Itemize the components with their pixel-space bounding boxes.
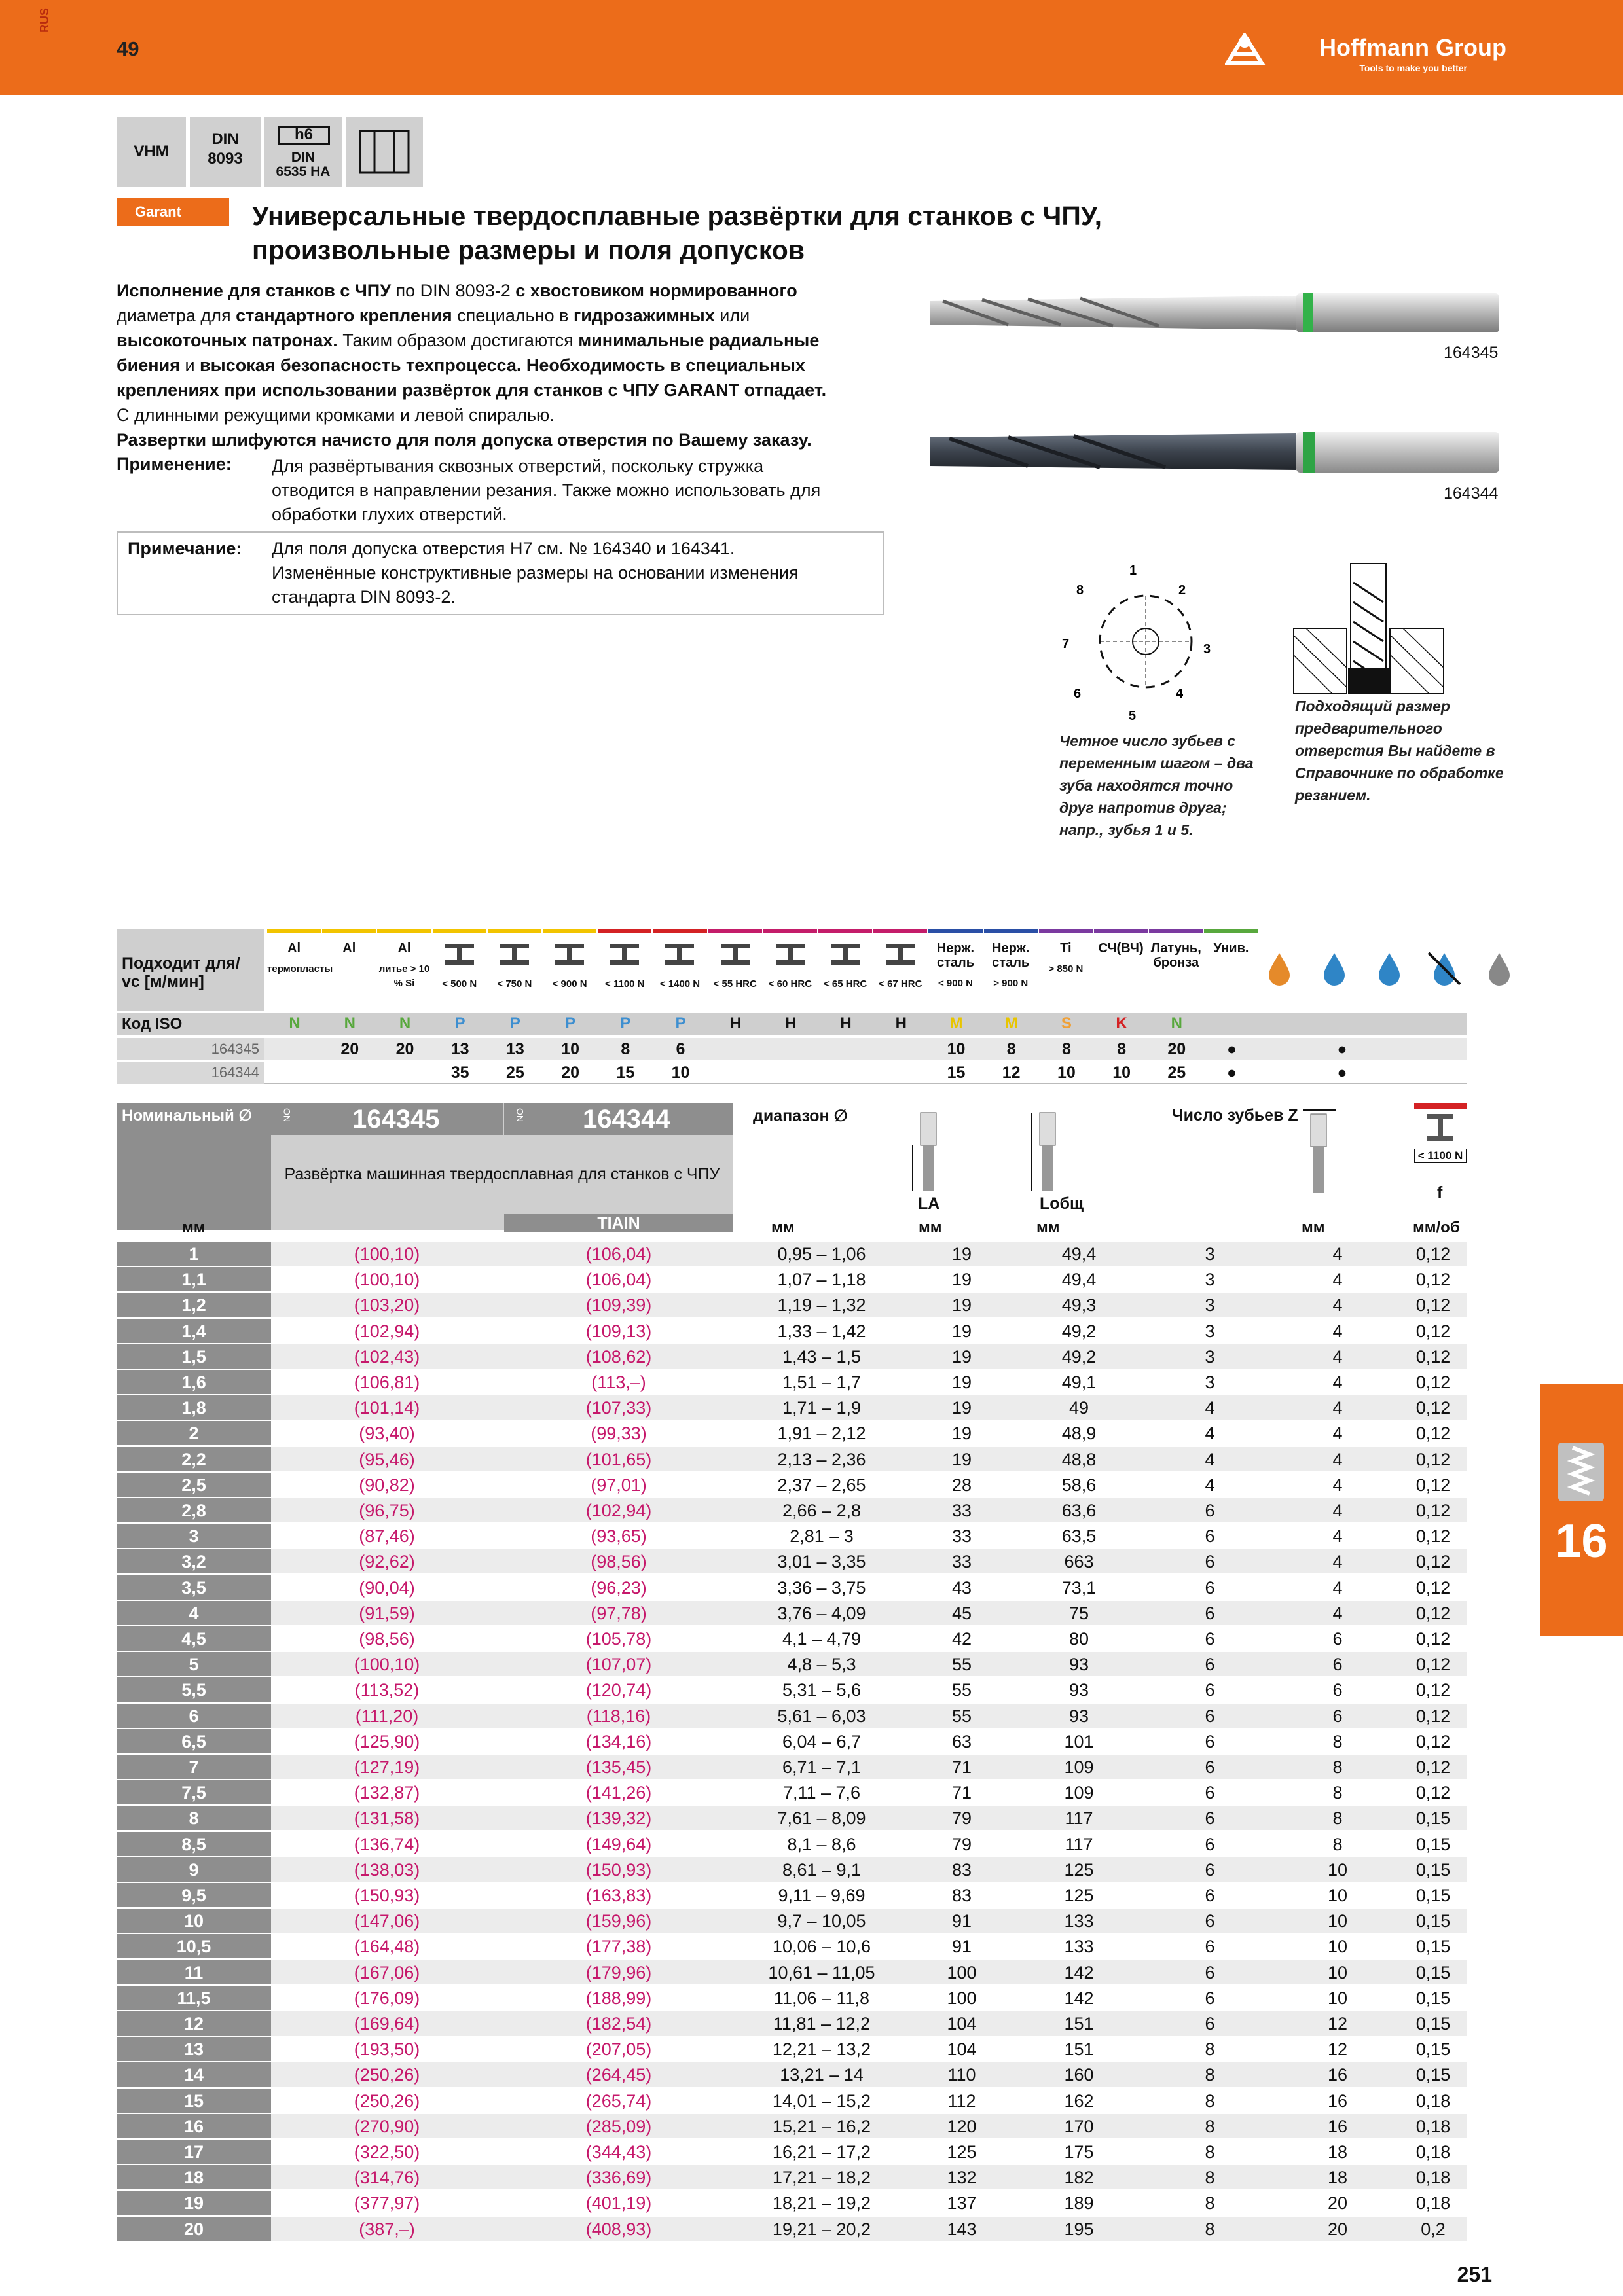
table-row: 11,5 (176,09) (188,99) 11,06 – 11,8 100 142 6 10 0,15: [117, 1986, 1467, 2011]
table-row: 15 (250,26) (265,74) 14,01 – 15,2 112 162 8 16 0,18: [117, 2089, 1467, 2114]
reamer-164344-image: [930, 425, 1512, 478]
matrix-col-8: < 1400 N: [653, 929, 706, 1011]
table-row: 9 (138,03) (150,93) 8,61 – 9,1 83 125 6 10 0,15: [117, 1857, 1467, 1883]
tooth-8: 8: [1076, 583, 1084, 598]
iso-code-5: P: [509, 1014, 520, 1032]
total-length-icon: [1025, 1106, 1071, 1204]
no-label-2: NO: [515, 1108, 525, 1122]
matrix-col-18: Унив.: [1204, 929, 1258, 1011]
nominal-label: Номинальный ∅: [122, 1107, 252, 1124]
table-row: 3,2 (92,62) (98,56) 3,01 – 3,35 33 663 6 4 0,12: [117, 1549, 1467, 1575]
table-row: 1,5 (102,43) (108,62) 1,43 – 1,5 19 49,2 3 4 0,12: [117, 1344, 1467, 1370]
article-description: Развёртка машинная твердосплавная для станков с ЧПУ: [284, 1165, 720, 1183]
tooth-4: 4: [1176, 687, 1184, 701]
table-row: 7,5 (132,87) (141,26) 7,11 – 7,6 71 109 6 8 0,12: [117, 1780, 1467, 1806]
table-row: 18 (314,76) (336,69) 17,21 – 18,2 132 182 8 18 0,18: [117, 2165, 1467, 2191]
no-label-1: NO: [282, 1108, 292, 1122]
table-row: 5,5 (113,52) (120,74) 5,31 – 5,6 55 93 6 6 0,12: [117, 1677, 1467, 1703]
caption-164344: 164344: [1444, 484, 1499, 503]
i-beam-icon: [716, 941, 755, 967]
table-row: 13 (193,50) (207,05) 12,21 – 13,2 104 151 8 12 0,15: [117, 2037, 1467, 2062]
table-row: 10 (147,06) (159,96) 9,7 – 10,05 91 133 6 10 0,15: [117, 1909, 1467, 1934]
tooth-5: 5: [1129, 709, 1137, 723]
matrix-col-14: Нерж. сталь > 900 N: [984, 929, 1038, 1011]
table-row: 2,5 (90,82) (97,01) 2,37 – 2,65 28 58,6 4 4 0,12: [117, 1473, 1467, 1498]
i-beam-icon: [771, 941, 810, 967]
table-row: 4,5 (98,56) (105,78) 4,1 – 4,79 42 80 6 6 0,12: [117, 1626, 1467, 1652]
iso-code-4: P: [454, 1014, 465, 1032]
brand-name: Hoffmann Group: [1319, 34, 1506, 61]
iso-code-8: P: [675, 1014, 686, 1032]
matrix-col-4: < 500 N: [433, 929, 486, 1011]
matrix-col-7: < 1100 N: [598, 929, 651, 1011]
vhm-badge: VHM: [117, 117, 186, 187]
i-beam-icon: [660, 941, 699, 967]
la-label: LA: [918, 1194, 940, 1213]
i-beam-icon: [550, 941, 589, 967]
teeth-diagram: [1061, 556, 1231, 726]
chapter-number: 16: [1555, 1515, 1608, 1568]
table-row: 2 (93,40) (99,33) 1,91 – 2,12 19 48,9 4 4 0,12: [117, 1421, 1467, 1446]
matrix-col-5: < 750 N: [488, 929, 541, 1011]
drop-orange-icon: [1260, 949, 1299, 988]
i-beam-icon: [881, 941, 920, 967]
matrix-col-10: < 60 HRC: [763, 929, 817, 1011]
table-row: 8 (131,58) (139,32) 7,61 – 8,09 79 117 6 8 0,15: [117, 1806, 1467, 1831]
table-row: 1,6 (106,81) (113,–) 1,51 – 1,7 19 49,1 3 4 0,12: [117, 1370, 1467, 1395]
iso-code-11: H: [840, 1014, 852, 1032]
matrix-col-11: < 65 HRC: [818, 929, 872, 1011]
h6-badge: h6 DIN 6535 HA: [264, 117, 342, 187]
table-row: 1,4 (102,94) (109,13) 1,33 – 1,42 19 49,2 3 4 0,12: [117, 1319, 1467, 1344]
chapter-tab[interactable]: [1540, 1384, 1623, 1636]
matrix-col-17: Латунь, бронза: [1149, 929, 1203, 1011]
din-badge: DIN 8093: [190, 117, 261, 187]
article-164344[interactable]: 164344: [583, 1105, 670, 1134]
iso-code-3: N: [399, 1014, 411, 1032]
hoffmann-logo-icon: [1225, 33, 1267, 65]
iso-code-9: H: [730, 1014, 742, 1032]
drill-icon: [1558, 1443, 1604, 1501]
table-row: 6,5 (125,90) (134,16) 6,04 – 6,7 63 101 6 8 0,12: [117, 1729, 1467, 1755]
no-coolant-icon: [1425, 949, 1464, 988]
dry-icon: [1480, 949, 1519, 988]
table-row: 12 (169,64) (182,54) 11,81 – 12,2 104 151 6 12 0,15: [117, 2011, 1467, 2037]
iso-code-15: S: [1061, 1014, 1072, 1032]
garant-logo: Garant: [117, 198, 229, 226]
table-row: 1,2 (103,20) (109,39) 1,19 – 1,32 19 49,3 3 4 0,12: [117, 1293, 1467, 1318]
f-label: f: [1437, 1183, 1443, 1202]
coating-label: TIAlN: [597, 1214, 640, 1232]
table-row: 11 (167,06) (179,96) 10,61 – 11,05 100 142 6 10 0,15: [117, 1960, 1467, 1986]
caption-164345: 164345: [1444, 344, 1499, 362]
table-row: 8,5 (136,74) (149,64) 8,1 – 8,6 79 117 6 8 0,15: [117, 1832, 1467, 1857]
hoffmann-brand[interactable]: [1225, 29, 1506, 75]
material-cut-box: < 1100 N: [1414, 1103, 1467, 1182]
iso-code-10: H: [785, 1014, 797, 1032]
through-hole-icon: [346, 117, 423, 187]
through-hole-badge: [346, 117, 423, 187]
table-row: 10,5 (164,48) (177,38) 10,06 – 10,6 91 133 6 10 0,15: [117, 1934, 1467, 1960]
matrix-col-1: Al термопласты: [267, 929, 321, 1011]
tooth-3: 3: [1203, 642, 1211, 656]
matrix-col-13: Нерж. сталь < 900 N: [928, 929, 982, 1011]
table-row: 4 (91,59) (97,78) 3,76 – 4,09 45 75 6 4 0,12: [117, 1601, 1467, 1626]
table-row: 20 (387,–) (408,93) 19,21 – 20,2 143 195 8 20 0,2: [117, 2217, 1467, 2242]
tooth-1: 1: [1129, 564, 1137, 578]
iso-code-12: H: [895, 1014, 907, 1032]
teeth-caption: Четное число зубьев с переменным шагом – два зуба находятся точно друг напротив друга; напр., зубья 1 и 5.: [1059, 732, 1254, 838]
page-title: Универсальные твердосплавные развёртки для станков с ЧПУ, произвольные размеры и поля допусков: [252, 201, 1103, 265]
matrix-col-2: Al: [322, 929, 376, 1011]
matrix-row-164345: 164345 20 20 13 13 10 8 6 10 8 8 8 20 ● ●: [117, 1038, 1467, 1060]
matrix-col-9: < 55 HRC: [708, 929, 762, 1011]
mist-icon: [1370, 949, 1409, 988]
table-row: 2,2 (95,46) (101,65) 2,13 – 2,36 19 48,8 4 4 0,12: [117, 1447, 1467, 1473]
article-164345[interactable]: 164345: [352, 1105, 440, 1134]
iso-code-7: P: [620, 1014, 631, 1032]
application-text: Для развёртывания сквозных отверстий, поскольку стружка отводится в направлении резания. Также можно использовать для обработки глухих отверстий.: [272, 456, 821, 524]
reamer-164345-image: [930, 287, 1512, 339]
table-row: 3,5 (90,04) (96,23) 3,36 – 3,75 43 73,1 6 4 0,12: [117, 1575, 1467, 1601]
tooth-7: 7: [1062, 637, 1070, 651]
description: Исполнение для станков с ЧПУ по DIN 8093-2 с хвостовиком нормированного диаметра для стандартного крепления специально в гидрозажимных или высокоточных патронах. Таким образом достигаются минимальные радиальные биения и высокая безопасность техпроцесса. Необходимость в специальных креплениях при использовании развёрток для станков с ЧПУ GARANT отпадает. С длинными режущими кромками и левой спиралью. Развертки шлифуются начисто для поля допуска отверстия по Вашему заказу.: [117, 281, 827, 450]
table-row: 5 (100,10) (107,07) 4,8 – 5,3 55 93 6 6 0,12: [117, 1652, 1467, 1677]
tooth-2: 2: [1178, 583, 1186, 598]
matrix-col-6: < 900 N: [543, 929, 596, 1011]
range-label: диапазон ∅: [753, 1107, 848, 1125]
table-row: 9,5 (150,93) (163,83) 9,11 – 9,69 83 125 6 10 0,15: [117, 1883, 1467, 1909]
matrix-col-16: СЧ(ВЧ): [1094, 929, 1148, 1011]
table-row: 1,1 (100,10) (106,04) 1,07 – 1,18 19 49,4 3 4 0,12: [117, 1267, 1467, 1293]
brand-tagline: Tools to make you better: [1359, 63, 1467, 73]
table-row: 17 (322,50) (344,43) 16,21 – 17,2 125 175 8 18 0,18: [117, 2140, 1467, 2165]
table-row: 6 (111,20) (118,16) 5,61 – 6,03 55 93 6 6 0,12: [117, 1704, 1467, 1729]
iso-code-6: P: [565, 1014, 576, 1032]
i-beam-icon: [826, 941, 865, 967]
table-row: 19 (377,97) (401,19) 18,21 – 19,2 137 189 8 20 0,18: [117, 2191, 1467, 2216]
i-beam-icon: [1414, 1109, 1467, 1145]
table-row: 1,8 (101,14) (107,33) 1,71 – 1,9 19 49 4 4 0,12: [117, 1395, 1467, 1421]
drop-blue-icon: [1315, 949, 1354, 988]
note-label: Примечание:: [128, 539, 242, 558]
iso-code-13: M: [949, 1014, 963, 1032]
language-tag: RUS: [38, 7, 51, 33]
i-beam-icon: [495, 941, 534, 967]
teeth-label: Число зубьев Z: [1172, 1106, 1298, 1124]
lt-label: Lобщ: [1040, 1194, 1084, 1213]
note-text: Для поля допуска отверстия H7 см. № 164340 и 164341. Изменённые конструктивные размеры на основании изменения стандарта DIN 8093-2.: [272, 539, 799, 607]
table-row: 7 (127,19) (135,45) 6,71 – 7,1 71 109 6 8 0,12: [117, 1755, 1467, 1780]
iso-code-14: M: [1004, 1014, 1018, 1032]
pre-hole-diagram: [1293, 563, 1444, 694]
table-row: 16 (270,90) (285,09) 15,21 – 16,2 120 170 8 16 0,18: [117, 2114, 1467, 2140]
application-label: Применение:: [117, 454, 232, 474]
top-page-number: 49: [117, 37, 139, 60]
matrix-row-164344: 164344 35 25 20 15 10 15 12 10 10 25 ● ●: [117, 1062, 1467, 1084]
iso-code-16: K: [1116, 1014, 1127, 1032]
iso-code-2: N: [344, 1014, 356, 1032]
matrix-label: Подходит для/ vc [м/мин]: [122, 954, 240, 991]
i-beam-icon: [440, 941, 479, 967]
matrix-col-15: Ti > 850 N: [1039, 929, 1093, 1011]
matrix-col-12: < 67 HRC: [873, 929, 927, 1011]
table-row: 3 (87,46) (93,65) 2,81 – 3 33 63,5 6 4 0,12: [117, 1524, 1467, 1549]
matrix-col-3: Al литье > 10 % Si: [377, 929, 431, 1011]
i-beam-icon: [605, 941, 644, 967]
table-row: 14 (250,26) (264,45) 13,21 – 14 110 160 8 16 0,15: [117, 2062, 1467, 2088]
table-row: 1 (100,10) (106,04) 0,95 – 1,06 19 49,4 3 4 0,12: [117, 1242, 1467, 1267]
shank-diameter-icon: [1296, 1105, 1342, 1203]
iso-label: Код ISO: [122, 1015, 183, 1033]
iso-code-17: N: [1171, 1014, 1182, 1032]
la-length-icon: [906, 1106, 952, 1204]
table-row: 2,8 (96,75) (102,94) 2,66 – 2,8 33 63,6 6 4 0,12: [117, 1498, 1467, 1524]
hole-caption: Подходящий размер предварительного отверстия Вы найдете в Справочнике по обработке резанием.: [1295, 698, 1504, 804]
iso-code-1: N: [289, 1014, 301, 1032]
page-number: 251: [1457, 2263, 1492, 2286]
units-row: мм мм мм мм мм мм/об: [182, 1219, 1460, 1236]
tooth-6: 6: [1074, 687, 1082, 701]
